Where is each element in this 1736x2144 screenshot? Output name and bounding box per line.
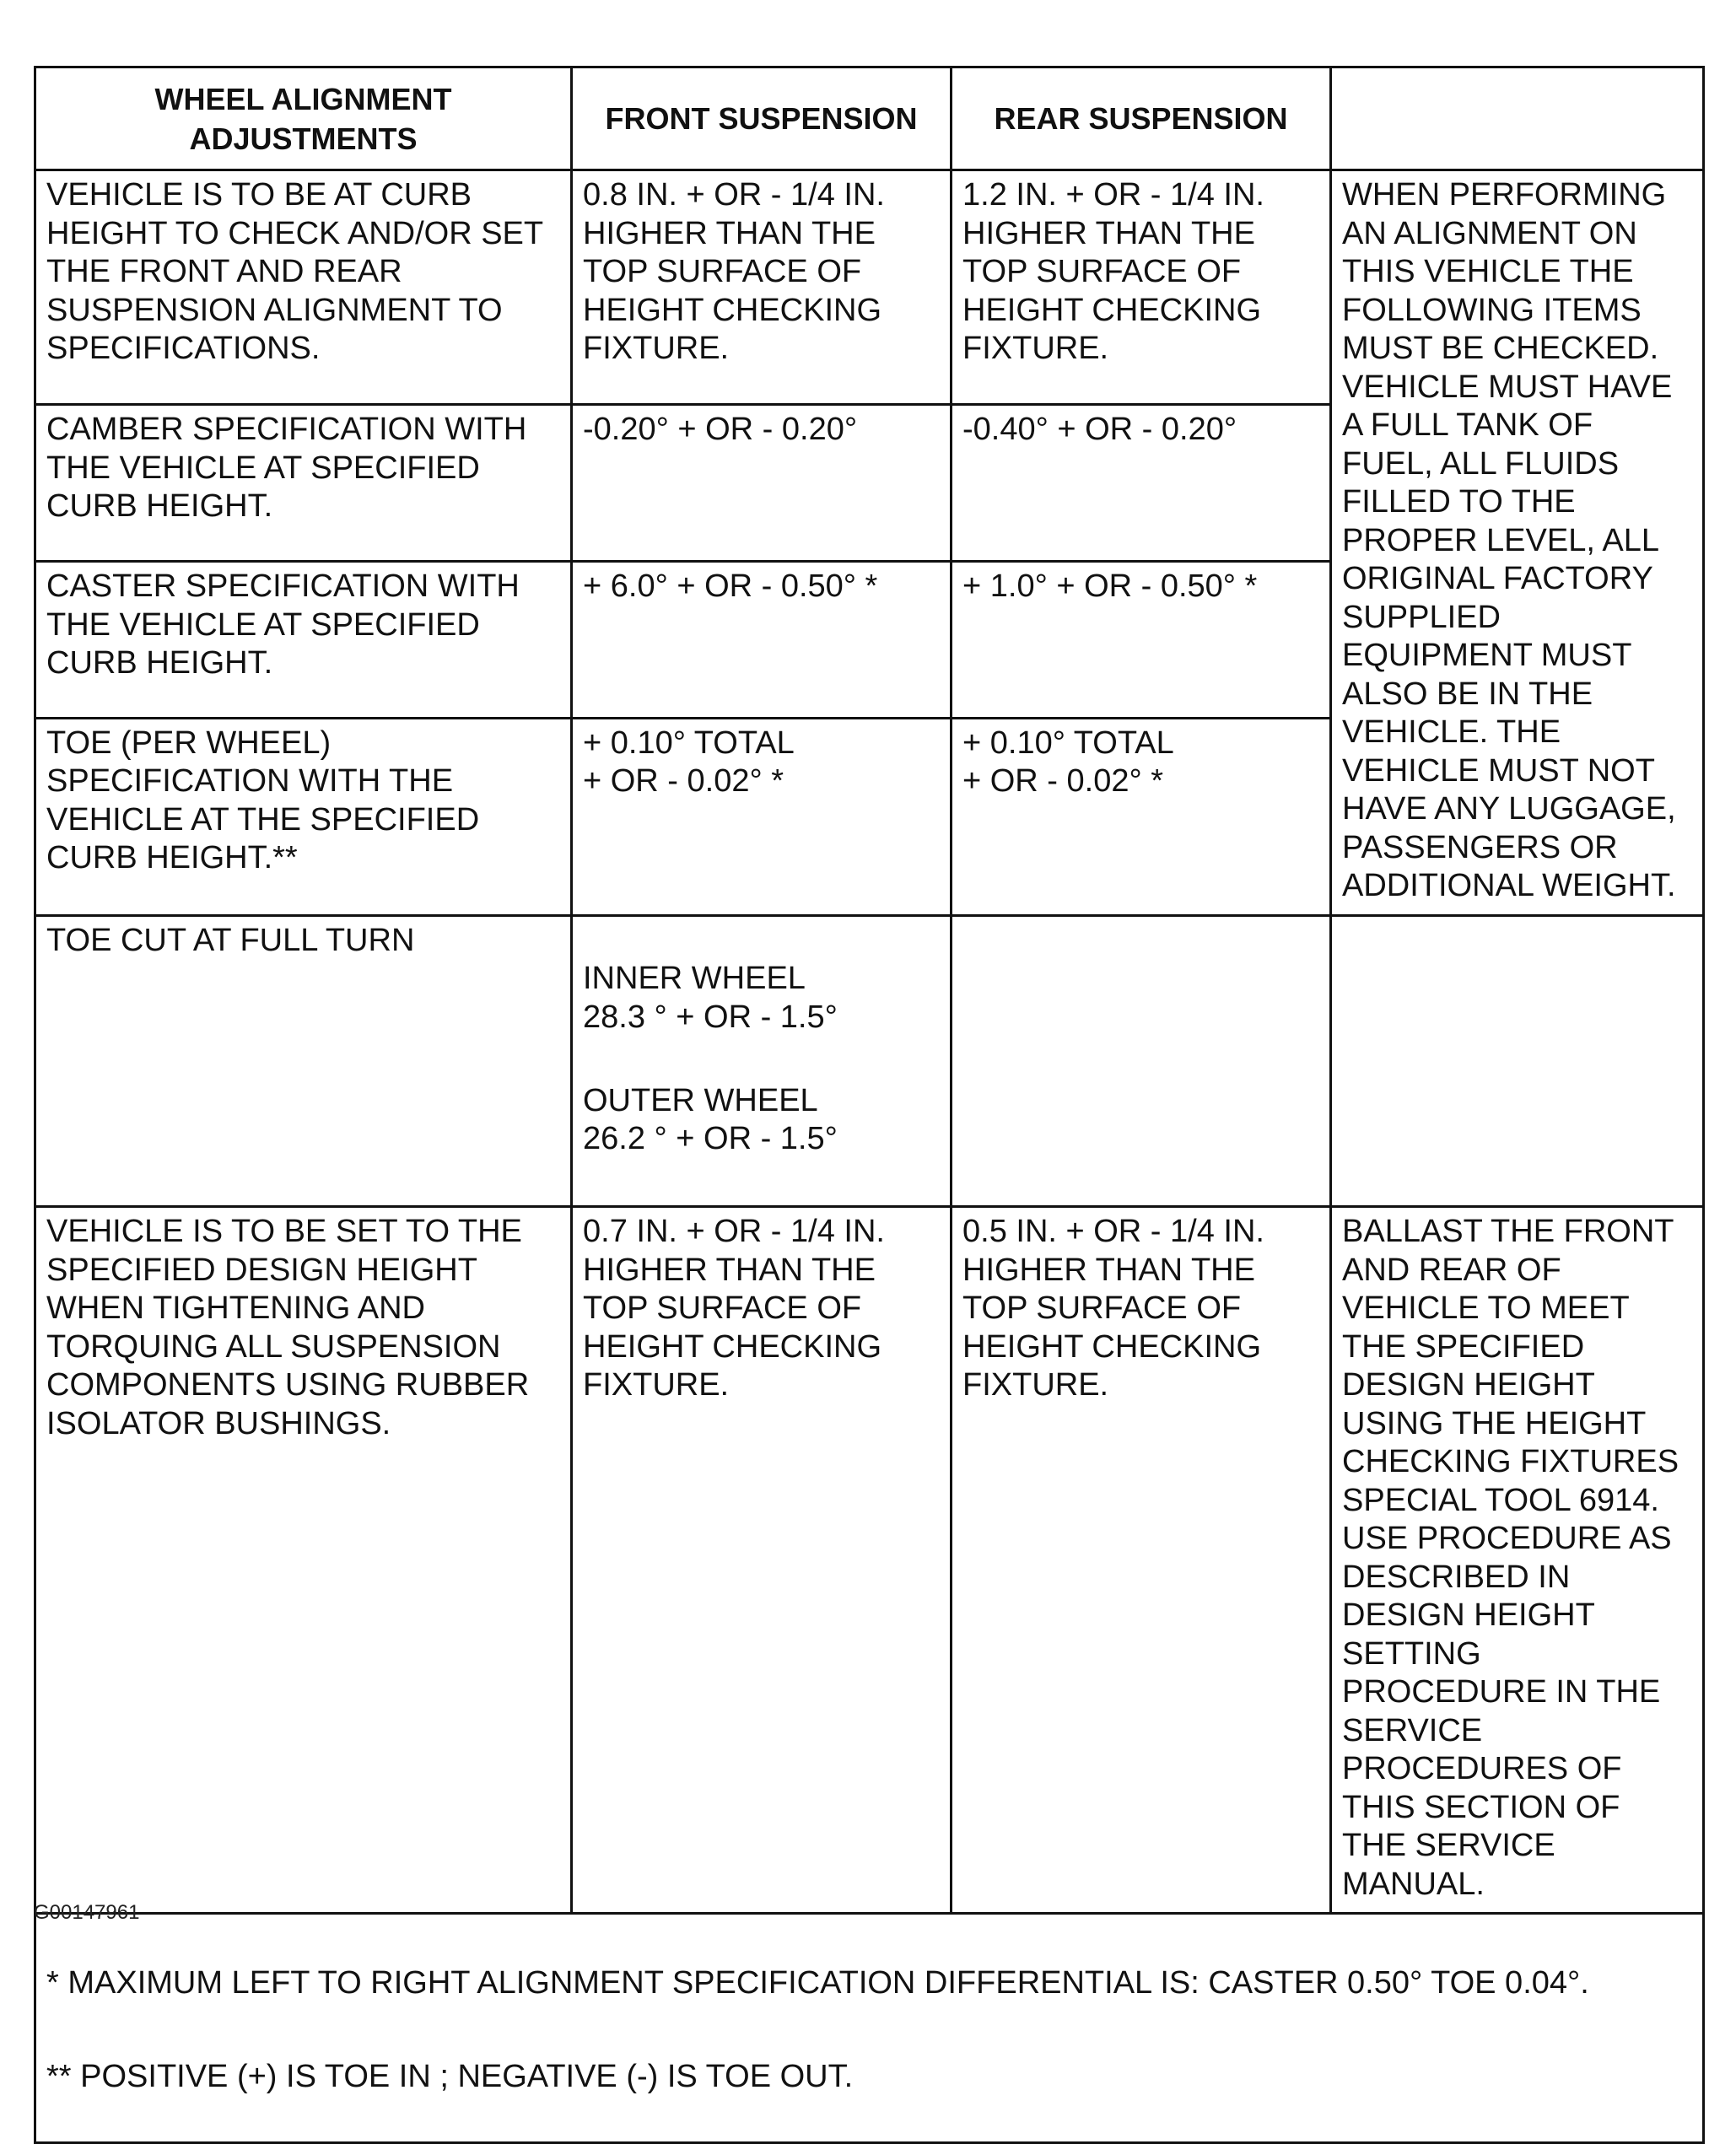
row-design-height-rear: 0.5 IN. + OR - 1/4 IN. HIGHER THAN THE TOP SURFACE OF HEIGHT CHECKING FIXTURE.: [952, 1207, 1331, 1914]
header-rear-suspension: REAR SUSPENSION: [952, 67, 1331, 170]
row-toe-cut-label: TOE CUT AT FULL TURN: [35, 915, 572, 1207]
row-curb-height-rear: 1.2 IN. + OR - 1/4 IN. HIGHER THAN THE TOP SURFACE OF HEIGHT CHECKING FIXTURE.: [952, 170, 1331, 405]
row-design-height-note: BALLAST THE FRONT AND REAR OF VEHICLE TO MEET THE SPECIFIED DESIGN HEIGHT USING THE HEIGHT CHECKING FIXTURES SPECIAL TOOL 6914. USE PROCEDURE AS DESCRIBED IN DESIGN HEIGHT SETTING PROCEDURE IN THE SERVICE PROCEDURES OF THIS SECTION OF THE SERVICE MANUAL.: [1331, 1207, 1704, 1914]
table-row: [35, 170, 1704, 405]
row-toe-front: + 0.10° TOTAL + OR - 0.02° *: [572, 718, 952, 915]
row-caster-rear: + 1.0° + OR - 0.50° *: [952, 562, 1331, 718]
header-front-suspension: FRONT SUSPENSION: [572, 67, 952, 170]
row-toe-label: TOE (PER WHEEL) SPECIFICATION WITH THE VEHICLE AT THE SPECIFIED CURB HEIGHT.**: [35, 718, 572, 915]
row-camber-front: -0.20° + OR - 0.20°: [572, 405, 952, 562]
footnote-caster-toe-differential: * MAXIMUM LEFT TO RIGHT ALIGNMENT SPECIFICATION DIFFERENTIAL IS: CASTER 0.50° TOE 0.04°.: [46, 1964, 1589, 2001]
row-toe-cut-rear: [952, 915, 1331, 1207]
row-camber-rear: -0.40° + OR - 0.20°: [952, 405, 1331, 562]
figure-id: G00147961: [34, 1901, 140, 1924]
alignment-preconditions-note: WHEN PERFORMING AN ALIGNMENT ON THIS VEHICLE THE FOLLOWING ITEMS MUST BE CHECKED. VEHICLE MUST HAVE A FULL TANK OF FUEL, ALL FLUIDS FILLED TO THE PROPER LEVEL, ALL ORIGINAL FACTORY SUPPLIED EQUIPMENT MUST ALSO BE IN THE VEHICLE. THE VEHICLE MUST NOT HAVE ANY LUGGAGE, PASSENGERS OR ADDITIONAL WEIGHT.: [1331, 170, 1704, 916]
footnotes: [35, 1914, 1704, 2143]
alignment-spec-sheet: [34, 66, 1702, 2144]
header-wheel-alignment-adjustments: WHEEL ALIGNMENT ADJUSTMENTS: [35, 67, 572, 170]
toe-cut-outer-wheel: OUTER WHEEL 26.2 ° + OR - 1.5°: [583, 1082, 838, 1156]
footnote-toe-sign-convention: ** POSITIVE (+) IS TOE IN ; NEGATIVE (-) IS TOE OUT.: [46, 2059, 854, 2094]
row-camber-label: CAMBER SPECIFICATION WITH THE VEHICLE AT SPECIFIED CURB HEIGHT.: [35, 405, 572, 562]
row-design-height-label: VEHICLE IS TO BE SET TO THE SPECIFIED DESIGN HEIGHT WHEN TIGHTENING AND TORQUING ALL SUSPENSION COMPONENTS USING RUBBER ISOLATOR BUSHINGS.: [35, 1207, 572, 1914]
table-row: [35, 1207, 1704, 1914]
footnote-row: [35, 1914, 1704, 2143]
row-curb-height-front: 0.8 IN. + OR - 1/4 IN. HIGHER THAN THE TOP SURFACE OF HEIGHT CHECKING FIXTURE.: [572, 170, 952, 405]
table-row: [35, 915, 1704, 1207]
alignment-spec-table: [34, 66, 1705, 2144]
header-notes: [1331, 67, 1704, 170]
row-toe-cut-front: [572, 915, 952, 1207]
row-toe-cut-note: [1331, 915, 1704, 1207]
row-curb-height-label: VEHICLE IS TO BE AT CURB HEIGHT TO CHECK AND/OR SET THE FRONT AND REAR SUSPENSION ALIGNMENT TO SPECIFICATIONS.: [35, 170, 572, 405]
row-toe-rear: + 0.10° TOTAL + OR - 0.02° *: [952, 718, 1331, 915]
row-design-height-front: 0.7 IN. + OR - 1/4 IN. HIGHER THAN THE TOP SURFACE OF HEIGHT CHECKING FIXTURE.: [572, 1207, 952, 1914]
toe-cut-inner-wheel: INNER WHEEL 28.3 ° + OR - 1.5°: [583, 961, 838, 1035]
row-caster-label: CASTER SPECIFICATION WITH THE VEHICLE AT SPECIFIED CURB HEIGHT.: [35, 562, 572, 718]
header-row: [35, 67, 1704, 170]
row-caster-front: + 6.0° + OR - 0.50° *: [572, 562, 952, 718]
